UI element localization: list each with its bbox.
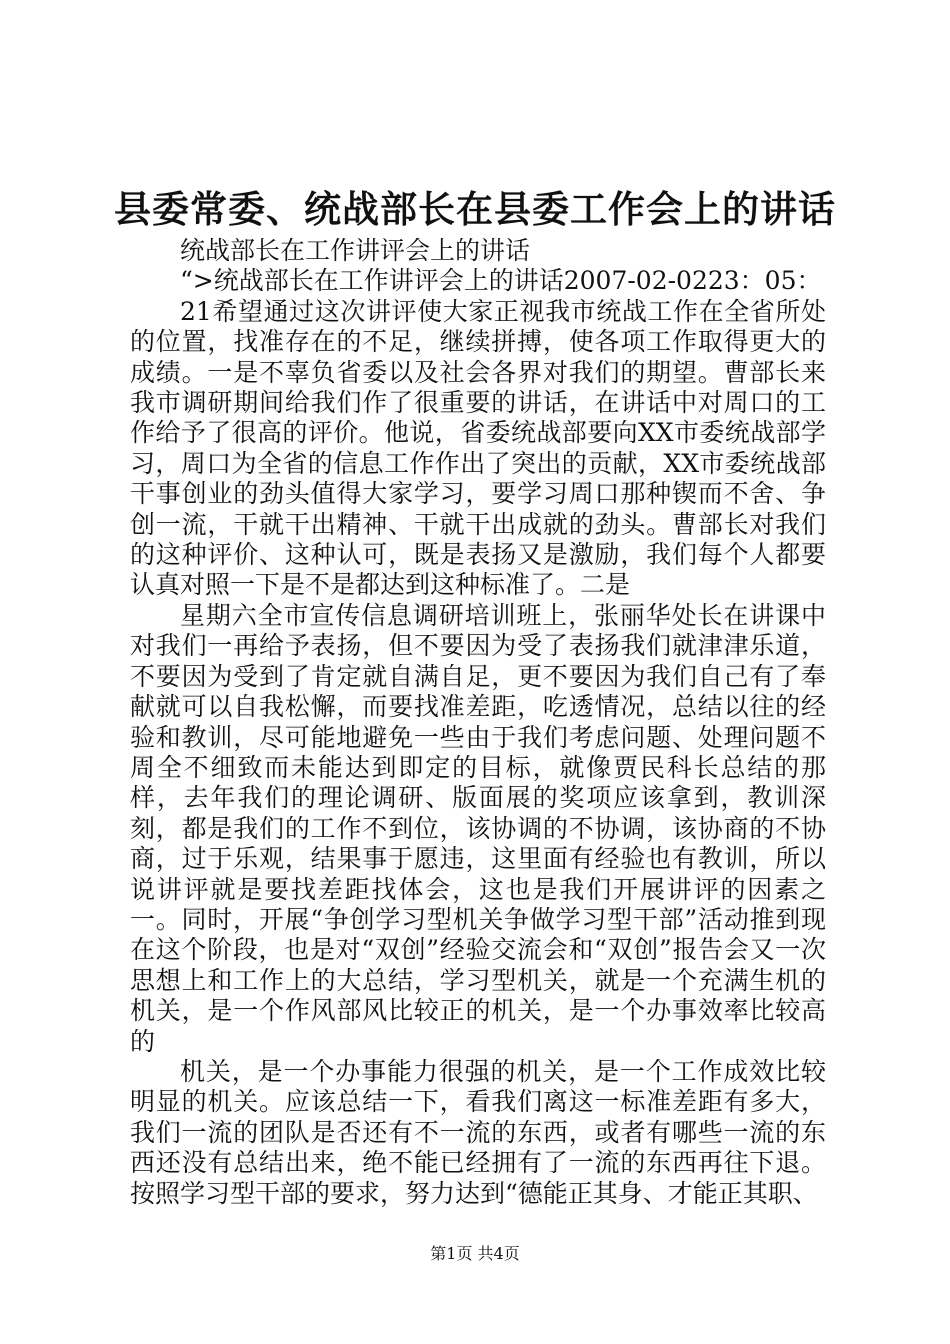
document-body [130,236,826,1209]
page-footer: 第1页 共4页 [430,1244,520,1263]
document-title: 县委常委、统战部长在县委工作会上的讲话 [114,187,836,231]
paragraph-body: 21希望通过这次讲评使大家正视我市统战工作在全省所处的位置，找准存在的不足，继续拼搏，使各项工作取得更大的成绩。一是不辜负省委以及社会各界对我们的期望。曹部长来我市调研期间给我们作了很重要的讲话，在讲话中对周口的工作给予了很高的评价。他说，省委统战部要向XX市委统战部学习，周口为全省的信息工作作出了突出的贡献，XX市委统战部干事创业的劲头值得大家学习，要学习周口那种锲而不舍、争创一流，干就干出精神、干就干出成就的劲头。曹部长对我们的这种评价、这种认可，既是表扬又是激励，我们每个人都要认真对照一下是不是都达到这种标准了。二是 [130,296,826,600]
paragraph-source-line: “>统战部长在工作讲评会上的讲话2007-02-0223：05： [180,266,822,296]
paragraph-subtitle: 统战部长在工作讲评会上的讲话 [180,236,531,265]
paragraph-body: 机关，是一个办事能力很强的机关，是一个工作成效比较明显的机关。应该总结一下，看我们离这一标准差距有多大，我们一流的团队是否还有不一流的东西，或者有哪些一流的东西还没有总结出来，绝不能已经拥有了一流的东西再往下退。按照学习型干部的要求，努力达到“德能正其身、才能正其职、 [130,1056,826,1208]
paragraph-body: 星期六全市宣传信息调研培训班上，张丽华处长在讲课中对我们一再给予表扬，但不要因为受了表扬我们就津津乐道，不要因为受到了肯定就自满自足，更不要因为我们自己有了奉献就可以自我松懈，而要找准差距，吃透情况，总结以往的经验和教训，尽可能地避免一些由于我们考虑问题、处理问题不周全不细致而未能达到即定的目标，就像贾民科长总结的那样，去年我们的理论调研、版面展的奖项应该拿到，教训深刻，都是我们的工作不到位，该协调的不协调，该协商的不协商，过于乐观，结果事于愿违，这里面有经验也有教训，所以说讲评就是要找差距找体会，这也是我们开展讲评的因素之一。同时，开展“争创学习型机关争做学习型干部”活动推到现在这个阶段，也是对“双创”经验交流会和“双创”报告会又一次思想上和工作上的大总结，学习型机关，就是一个充满生机的机关，是一个作风部风比较正的机关，是一个办事效率比较高的 [130,600,826,1056]
